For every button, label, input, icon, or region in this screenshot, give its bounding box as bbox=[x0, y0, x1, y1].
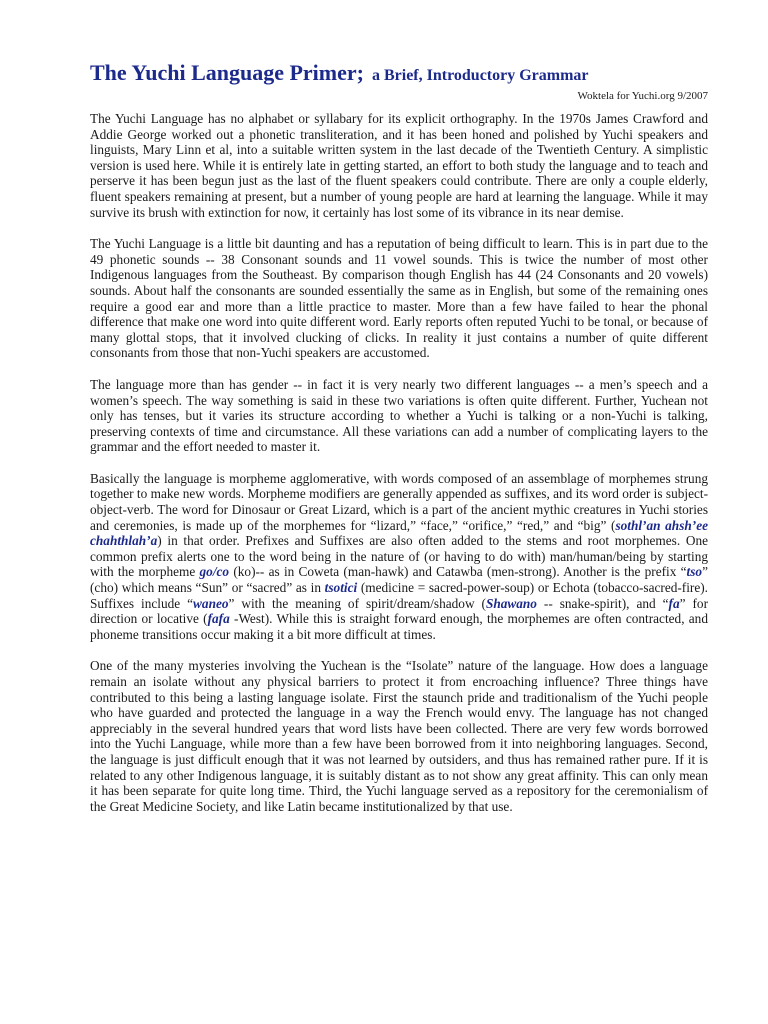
yuchi-term-dinosaur: sothl’an ahsh’ee chahthlah’a bbox=[90, 517, 708, 549]
yuchi-term-tso: tso bbox=[686, 564, 703, 580]
yuchi-term-goco: go/co bbox=[199, 564, 230, 580]
yuchi-term-fafa: fafa bbox=[207, 611, 230, 627]
document-byline: Woktela for Yuchi.org 9/2007 bbox=[577, 90, 708, 102]
paragraph-gender: The language more than has gender -- in fact it is very nearly two different languages -- a men’s speech and a women’s speech. The way something is said in these two variations is often quite different. Further, Yuchean not only has tenses, but it varies its structure according to whether a Yuchi is talking or a non-Yuchi is talking, preserving contexts of time and circumstance. All these variations can add a number of complicating layers to the grammar and the effort needed to master it. bbox=[90, 376, 708, 455]
text-run: ) in that order. Prefixes and Suffixes are also often added to the stems and root morphemes. One common prefix alerts one to the word being in the nature of (or having to do with) man/human/being by starting with the morpheme bbox=[90, 533, 708, 580]
document-page bbox=[90, 52, 708, 830]
text-run: -West). While this is straight forward enough, the morphemes are often contracted, and phoneme transitions occur making it a bit more difficult at times. bbox=[90, 611, 708, 642]
paragraph-orthography: The Yuchi Language has no alphabet or syllabary for its explicit orthography. In the 1970s James Crawford and Addie George worked out a phonetic transliteration, and it has been honed and polished by Yuchi speakers and linguists, Mary Linn et al, into a suitable written system in the last decade of the Twentieth Century. A simplistic version is used here. While it is entirely late in getting started, an effort to both study the language and to teach and perserve it has been begun just as the last of the fluent speakers could contribute. There are only a couple elderly, fluent speakers remaining at present, but a number of young people are hard at learning the language. While it may survive its brush with extinction for now, it certainly has lost some of its vibrance in its near demise. bbox=[90, 111, 708, 220]
text-run: -- snake-spirit), and “ bbox=[536, 595, 669, 611]
text-run: ” for direction or locative ( bbox=[90, 595, 708, 627]
text-run: (medicine = sacred-power-soup) or Echota (tobacco-sacred-fire). Suffixes include “ bbox=[90, 580, 708, 611]
text-run: (ko)-- as in Coweta (man-hawk) and Catawba (men-strong). Another is the prefix “ bbox=[229, 564, 687, 580]
paragraph-morphemes bbox=[90, 471, 708, 643]
text-run: ” with the meaning of spirit/dream/shadow ( bbox=[228, 595, 486, 611]
paragraph-isolate: One of the many mysteries involving the Yuchean is the “Isolate” nature of the language. How does a language remain an isolate without any physical barriers to protect it from encroaching influence? Three things have contributed to this being a lasting language isolate. First the staunch pride and traditionalism of the Yuchi people who have guarded and protected the language in a way the French would envy. The language has not changed appreciably in the several hundred years that word lists have been collected. There are very few words borrowed into the Yuchi Language, while more than a few have been borrowed from it into neighboring languages. Second, the language is just difficult enough that it was not learned by outsiders, and thus has remained rather pure. If it is related to any other Indigenous language, it is suitably distant as to not show any great affinity. This can only mean it has been separate for quite long time. Third, the Yuchi language served as a repository for the ceremonialism of the Great Medicine Society, and like Latin became institutionalized by that use. bbox=[90, 658, 708, 814]
yuchi-term-tsotici: tsotici bbox=[324, 580, 358, 596]
yuchi-term-fa: fa bbox=[668, 595, 680, 611]
document-title: The Yuchi Language Primer; bbox=[90, 60, 364, 85]
document-heading bbox=[90, 52, 708, 93]
text-run: Basically the language is morpheme agglomerative, with words composed of an assemblage of morphemes strung together to make new words. Morpheme modifiers are generally appended as suffixes, and its word order is subject-object-verb. The word for Dinosaur or Great Lizard, which is a part of the ancient mythic creatures in Yuchi stories and ceremonies, is made up of the morphemes for “lizard,” “face,” “orifice,” “red,” and “big” ( bbox=[90, 470, 708, 533]
yuchi-term-shawano: Shawano bbox=[485, 595, 537, 611]
yuchi-term-waneo: waneo bbox=[193, 595, 229, 611]
paragraph-phonetics: The Yuchi Language is a little bit daunting and has a reputation of being difficult to learn. This is in part due to the 49 phonetic sounds -- 38 Consonant sounds and 11 vowel sounds. This is twice the number of most other Indigenous languages from the Southeast. By comparison though English has 44 (24 Consonants and 20 vowels) sounds. About half the consonants are sounded essentially the same as in English, but some of the remaining ones require a good ear and more than a little practice to master. More than a few have failed to hear the phonal difference that make one word into quite different word. Early reports often reputed Yuchi to be tonal, or because of many glottal stops, that it involved clucking of clicks. In reality it just contains a number of quite different consonants from those that non-Yuchi speakers are accustomed. bbox=[90, 236, 708, 361]
text-run: ” (cho) which means “Sun” or “sacred” as in bbox=[90, 564, 708, 596]
document-subtitle: a Brief, Introductory Grammar bbox=[371, 67, 589, 84]
